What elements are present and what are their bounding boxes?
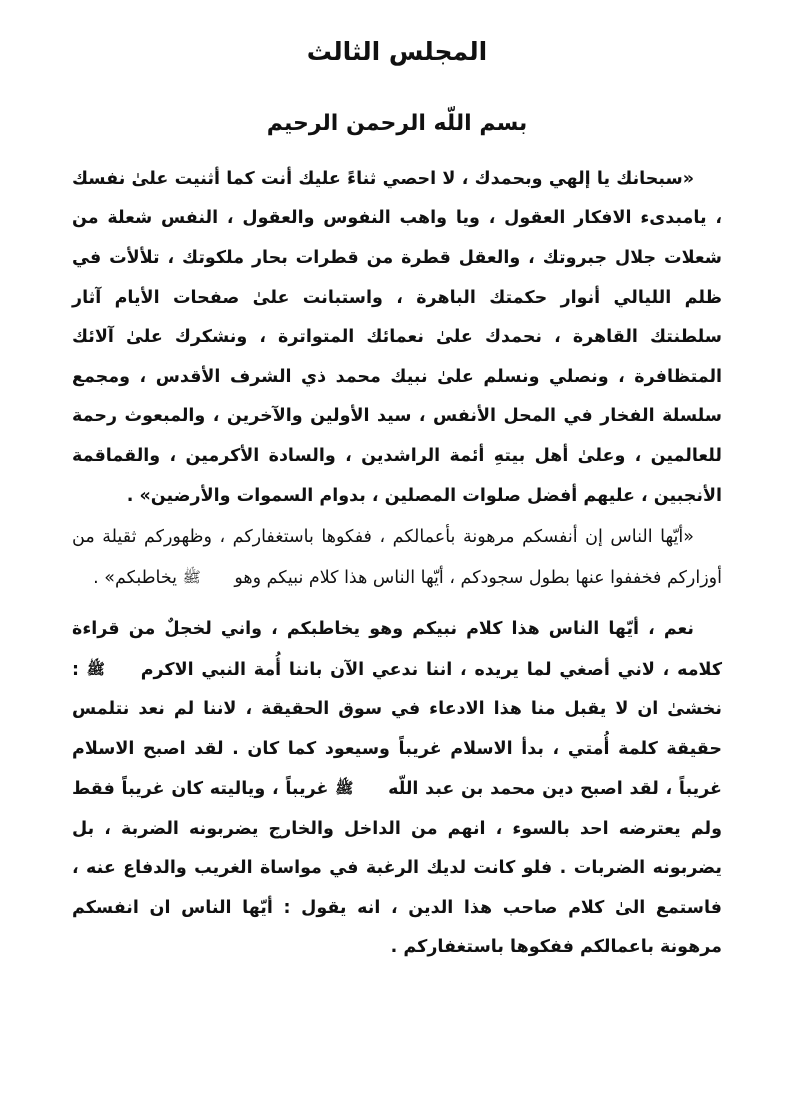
prophet-seal-icon: ﷺ: [335, 779, 354, 798]
prayer-line: «سبحانك يا إلهي وبحمدك ، لا احصي ثناءً عليك أنت كما أثنيت علىٰ: [131, 168, 695, 189]
hadith-text: «أيّها الناس إن أنفسكم مرهونة بأعمالكم ، ففكوها باستغفاركم ، وظهوركم ثقيلة من أوزاركم فخففوا عنها بطول سجودكم ، أيّها الناس هذا كلام نبيكم وهو: [72, 527, 722, 588]
prayer-line: المحل الأنفس ، سيد الأولين والآخرين ، والمبعوث رحمة للعالمين ، وعلىٰ أهل: [72, 406, 723, 466]
prayer-line: بيتهِ أئمة الراشدين ، والسادة الأكرمين ، والقماقمة الأنجبين ، عليهم أفضل صلوات: [72, 445, 722, 506]
hadith-text-end: يخاطبكم» .: [93, 567, 178, 588]
hadith-quote-paragraph: [72, 518, 722, 598]
prayer-line: ونصلي ونسلم علىٰ نبيك محمد ذي الشرف الأقدس ، ومجمع سلسلة الفخار في: [72, 366, 722, 427]
prayer-line: الليالي أنوار حكمتك الباهرة ، واستبانت علىٰ صفحات الأيام آثار سلطنتك: [72, 287, 722, 348]
basmala-heading: بسم اللّه الرحمن الرحيم: [266, 111, 528, 136]
commentary-text: غريباً ، وياليته كان غريباً فقط ولم يعترضه احد بالسوء ، انهم من الداخل والخارج يضربونه الضربة ، بل يضربونه الضربات . فلو كانت لديك الرغبة في مواساة الغريب والدفاع عنه ، فاستمع الىٰ كلام صاحب هذا الدين ، انه يقول : أيّها الناس ان انفسكم مرهونة باعمالكم ففكوها باستغفاركم .: [72, 779, 722, 958]
prayer-line: شعلات جلال جبروتك ، والعقل قطرة من قطرات بحار ملكوتك ، تلألأت في ظلم: [72, 247, 722, 308]
opening-prayer-paragraph: [72, 160, 722, 516]
commentary-paragraph: [72, 610, 722, 968]
chapter-title: المجلس الثالث: [306, 37, 488, 66]
prayer-line: القاهرة ، نحمدك علىٰ نعمائك المتواترة ، ونشكرك علىٰ آلائك المتظافرة ،: [72, 327, 723, 387]
prophet-seal-icon: ﷺ: [86, 659, 105, 678]
commentary-text: نعم ، أيّها الناس هذا كلام نبيكم وهو يخاطبكم ، واني لخجلٌ من قراءة كلامه ، لاني أصغي لما يريده ، اننا ندعي الآن باننا أُمة النبي الاكرم: [72, 619, 723, 680]
commentary-text: : نخشىٰ ان لا يقبل منا هذا الادعاء في سوق الحقيقة ، لاننا لم نعد نتلمس حقيقة كلمة أُمتي ، بدأ الاسلام غريباً وسيعود كما كان . لقد اصبح الاسلام غريباً ، لقد اصبح دين محمد بن عبد اللّه: [72, 659, 723, 800]
prayer-line: نفسك ، يامبدىء الافكار العقول ، ويا واهب النفوس والعقول ، النفس شعلة من: [72, 168, 722, 229]
prophet-seal-icon: ﷺ: [182, 567, 201, 586]
prayer-line: المصلين ، بدوام السموات والأرضين» .: [126, 485, 457, 506]
